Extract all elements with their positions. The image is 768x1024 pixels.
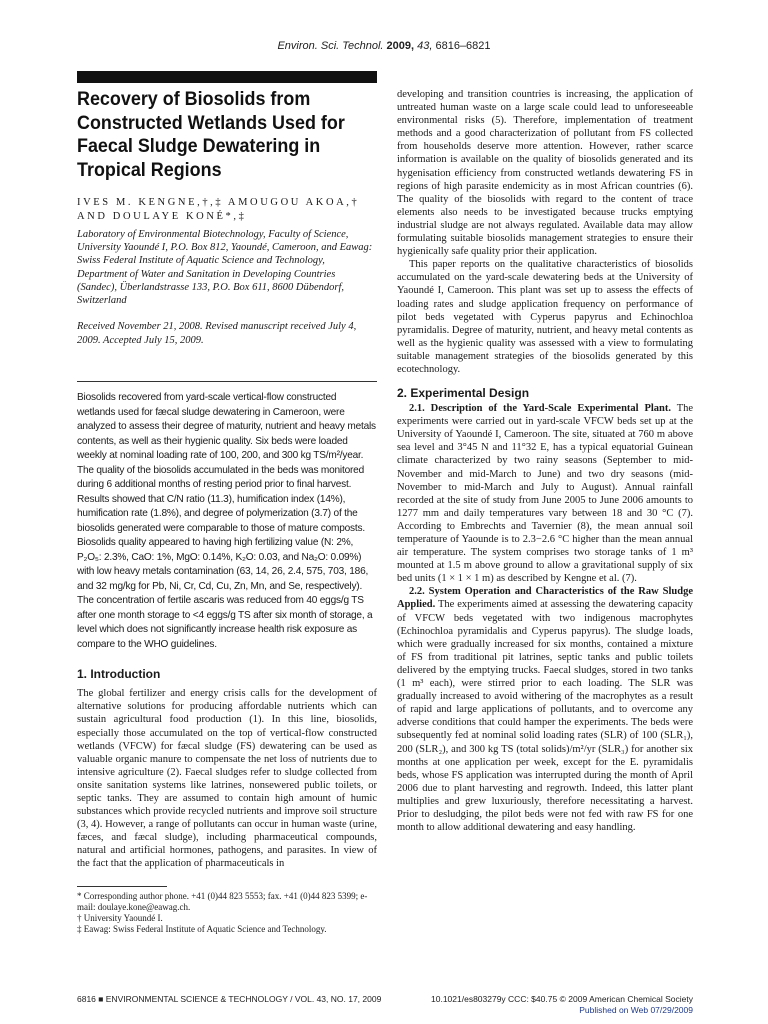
subsection-heading-2-2: 2.2. System Operation and Characteristics of the Raw Sludge Applied. [397,586,693,611]
article-title: Recovery of Biosolids from Constructed Wetlands Used for Faecal Sludge Dewatering in Tropical Regions [77,88,345,181]
subsection-2-2-text: The experiments aimed at assessing the dewatering capacity of VFCW beds vegetated with two indigenous macrophytes (Echinochloa pyramidalis and Cyperus papyrus). The sludge loads, which were gradually increased for six months, contained a mixture of FS from traditional pit latrines, septic tanks and public toilets delivered by the emptying trucks. Faecal sludges, stored in two tanks (1 m³ each), were stirred prior to each loading. The SLR was gradually increased to avoid withering of the macrophytes as a result of rapid and large applications of pollutants, and to overcome any adverse conditions that could hamper the experiments. The beds were subsequently fed at nominal solid loading rates (SLR) of 100 (SLR₁), 200 (SLR₂), and 300 kg TS (total solids)/m²/yr (SLR₃) for another six months at one application per week, except for the E. pyramidalis beds, whose FS application was interrupted during the month of April 2006 due to plant harvesting and regrowth. Indeed, this latter plant multiplies and grew luxuriously, therefore necessitating a harvest. Prior to desludging, the pilot beds were not fed with raw FS for one month to allow additional dewatering and easy handling. [397,599,694,834]
footnote-corresponding-author: * Corresponding author phone. +41 (0)44 823 5553; fax. +41 (0)44 823 5399; e-mail: doulaye.kone@eawag.ch. [77,890,368,912]
section-heading-experimental-design: 2. Experimental Design [397,386,530,401]
intro-paragraph-continued: developing and transition countries is increasing, the application of untreated human waste on a large scale could lead to unforeseeable environmental risks (5). Therefore, implementation of treatment methods and a good characterization of pollutant from FS collected from households deserve more attention. However, rather scarce information is available on the quality of biosolids generated and its hygenisation efficiency from constructed wetlands dewatering FS in regions of high parasite endemicity as in most African countries (6). The quality of the biosolids with regard to the content of trace elements also needs to be investigated because trucks emptying industrial sludge are not always regulated. Available data may allow formulating suitable biosolids management strategies to ensure their hygienically safe quality prior their application. [397,89,693,258]
journal-citation-header [0,40,768,52]
footer-published-date: Published on Web 07/29/2009 [579,1005,693,1015]
footer-copyright: © 2009 American Chemical Society [559,994,693,1004]
section-heading-introduction: 1. Introduction [77,667,161,682]
intro-paragraph: The global fertilizer and energy crisis calls for the development of alternative solutions for producing affordable nutrients which can sustain agricultural food production (1). In this line, biosolids, especially those accumulated on the top of vertical-flow constructed wetlands (VFCW) for fæcal sludge (FS) dewatering can be used as valuable organic manure to compensate the net loss of nutrients due to intensive agriculture (2). Faecal sludges refer to sludge collected from onsite sanitation systems like latrines, nonsewered public toilets, or septic tanks. They are assumed to contain high amount of humic substances which provide recycled nutrients and improve soil structure (3, 4). However, a range of pollutants can occur in human waste (urine, fæces, and fæcal sludge), including pharmaceutical compounds, natural and artificial hormones, pathogens, and parasites. In view of the fact that the application of pharmaceuticals in [77,688,377,870]
footnote-divider [77,886,167,887]
abstract-text: Biosolids recovered from yard-scale vertical-flow constructed wetlands used for fæcal sludge dewatering in Cameroon, were analyzed to assess their degree of maturity, nutrient and heavy metals contents, as well as their hygienic quality. Six beds were loaded weekly at nominal loading rate of 100, 200, and 300 kg TS/m²/year. The quality of the biosolids accumulated in the beds was monitored during 6 additional months of resting period prior to final harvest. Results showed that C/N ratio (11.3), humification index (14%), humification rate (1.8%), and degree of polymerization (3.7) of the biosolids generated were comparable to those of mature composts. Biosolids quality appeared to having high fertilizing value (N: 2%, P₂O₅: 2.3%, CaO: 1%, MgO: 0.14%, K₂O: 0.03, and Na₂O: 0.09%) with low heavy metals contamination (63, 14, 26, 2.4, 575, 703, 186, and 32 mg/kg for Pb, Ni, Cr, Cd, Cu, Zn, Mn, and Se, respectively). The concentration of fertile ascaris was reduced from 40 eggs/g TS after one month storage to <4 eggs/g TS after six month of storage, a level which does not significantly increase health risk exposure as compare to the WHO guidelines. [77,392,376,650]
author-list: IVES M. KENGNE,†,‡ AMOUGOU AKOA,† AND DOULAYE KONÉ*,‡ [77,197,360,222]
journal-name: Environ. Sci. Technol. [277,40,384,52]
intro-paragraph-2: This paper reports on the qualitative characteristics of biosolids accumulated on the yard-scale dewatering beds at the University of Yaoundé I, Cameroon. This plant was set up to assess the effects of loading rates and sludge application frequency on performance of pilot beds vegetated with Cyperus papyrus and Echinochloa pyramidalis. Degree of maturity, nutrient, and heavy metal contents as well as the hygienic quality was assessed with a view to formulating suitable management strategies of the biosolids generated by this ecotechnology. [397,259,693,375]
manuscript-dates: Received November 21, 2008. Revised manuscript received July 4, 2009. Accepted July 15, 2009. [77,321,357,347]
journal-pages: 6816–6821 [435,40,491,52]
right-column [397,88,693,834]
footer-doi: 10.1021/es803279y CCC: $40.75 [431,994,558,1004]
title-bar-rule [77,71,377,83]
page-footer [77,994,693,1020]
journal-year: 2009, [386,40,415,52]
footnote-affiliation-1: † University Yaoundé I. [77,913,163,924]
subsection-2-1-text: The experiments were carried out in yard-scale VFCW beds set up at the University of Yaoundé I, Cameroon. The site, situated at 760 m above sea level and 3°45 N and 11°32 E, has a typical equatorial Guinean climate characterized by two rainy seasons (September to mid-November and mid-March to June) and two dry seasons (mid-November to mid-March and July to August). Annual rainfall recorded at the site of study from June 2005 to June 2006 amounts to 1277 mm and daily temperatures vary between 18 and 30 °C (7). According to Embrechts and Tavernier (8), the mean annual soil temperature of Yaounde is to 2.3−2.6 °C higher than the mean annual air temperature. The system comprises two storage tanks of 1 m³ mounted at 1.5 m above ground to allow a gravitational supply of six bed units (1 × 1 × 1 m) as described by Kengne et al. (7). [397,403,694,585]
author-affiliations: Laboratory of Environmental Biotechnology, Faculty of Science, University Yaoundé I, P.O. Box 812, Yaoundé, Cameroon, and Eawag: Swiss Federal Institute of Aquatic Science and Technology, Department of Water and Sanitation in Developing Countries (Sandec), Überlandstrasse 133, P.O. Box 611, 8600 Dübendorf, Switzerland [77,229,373,307]
subsection-heading-2-1: 2.1. Description of the Yard-Scale Experimental Plant. [409,403,671,415]
left-column [77,88,377,936]
footnote-affiliation-2: ‡ Eawag: Swiss Federal Institute of Aquatic Science and Technology. [77,924,327,935]
journal-volume: 43, [417,40,433,52]
abstract-divider [77,381,377,382]
footer-page-info: 6816 ■ ENVIRONMENTAL SCIENCE & TECHNOLOGY / VOL. 43, NO. 17, 2009 [77,994,382,1004]
